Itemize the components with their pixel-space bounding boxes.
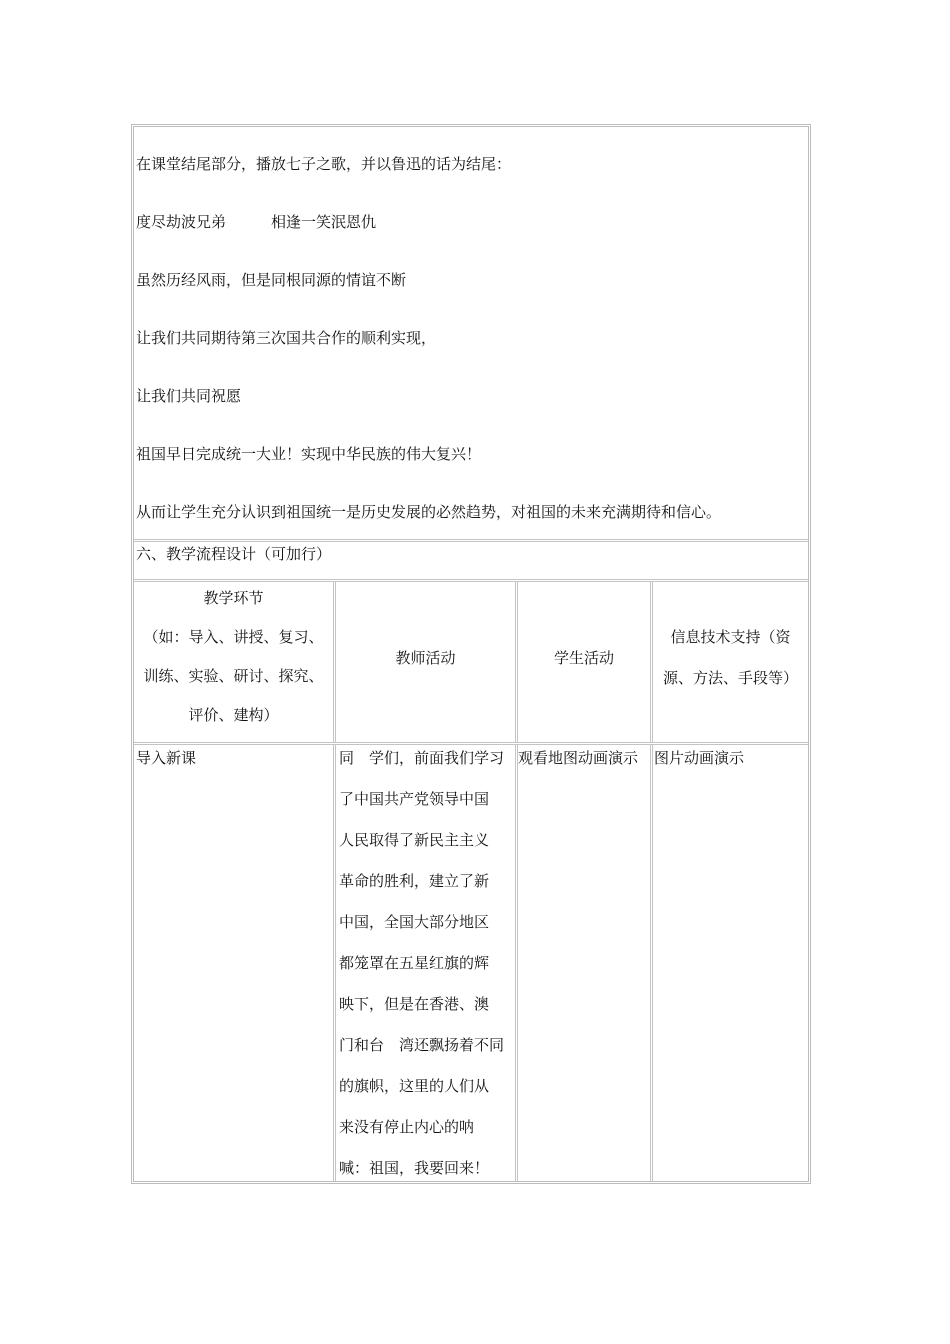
teacher-activity-line-2: 了中国共产党领导中国 bbox=[339, 790, 490, 808]
header-stage-line-3: 训练、实验、研讨、探究、 bbox=[143, 667, 324, 685]
header-it-support-line-2: 源、方法、手段等） bbox=[662, 669, 798, 687]
closing-line-6: 祖国早日完成统一大业！实现中华民族的伟大复兴！ bbox=[136, 445, 482, 463]
table-divider bbox=[134, 742, 808, 745]
teacher-activity-line-6: 都笼罩在五星红旗的辉 bbox=[339, 954, 490, 972]
row-stage: 导入新课 bbox=[136, 749, 197, 767]
header-stage-line-1: 教学环节 bbox=[203, 589, 264, 607]
header-student-activity: 学生活动 bbox=[553, 649, 614, 667]
column-divider bbox=[333, 745, 336, 1181]
teacher-activity-line-8: 门和台 湾还飘扬着不同 bbox=[339, 1036, 505, 1054]
closing-line-2: 度尽劫波兄弟 相逢一笑泯恩仇 bbox=[136, 213, 377, 231]
teacher-activity-line-1: 同 学们，前面我们学习 bbox=[339, 749, 505, 767]
teacher-activity-line-10: 来没有停止内心的呐 bbox=[339, 1118, 475, 1136]
header-stage-line-4: 评价、建构） bbox=[188, 706, 279, 724]
teacher-activity-line-5: 中国，全国大部分地区 bbox=[339, 913, 490, 931]
teacher-activity-line-7: 映下，但是在香港、澳 bbox=[339, 995, 490, 1013]
table-divider bbox=[134, 539, 808, 542]
closing-line-5: 让我们共同祝愿 bbox=[136, 387, 242, 405]
section-title: 六、教学流程设计（可加行） bbox=[136, 545, 332, 563]
closing-line-1: 在课堂结尾部分，播放七子之歌，并以鲁迅的话为结尾： bbox=[136, 155, 512, 173]
column-divider bbox=[650, 745, 653, 1181]
teacher-activity-line-9: 的旗帜，这里的人们从 bbox=[339, 1077, 490, 1095]
closing-line-7: 从而让学生充分认识到祖国统一是历史发展的必然趋势，对祖国的未来充满期待和信心。 bbox=[136, 503, 722, 521]
closing-line-3: 虽然历经风雨，但是同根同源的情谊不断 bbox=[136, 271, 407, 289]
header-teacher-activity: 教师活动 bbox=[395, 649, 456, 667]
column-divider bbox=[515, 745, 518, 1181]
teacher-activity-line-3: 人民取得了新民主主义 bbox=[339, 831, 490, 849]
header-stage-line-2: （如：导入、讲授、复习、 bbox=[143, 628, 324, 646]
closing-line-4: 让我们共同期待第三次国共合作的顺利实现， bbox=[136, 329, 437, 347]
column-divider bbox=[650, 582, 653, 742]
teacher-activity-line-11: 喊：祖国，我要回来！ bbox=[339, 1159, 490, 1177]
row-student-activity: 观看地图动画演示 bbox=[518, 749, 639, 767]
header-it-support-line-1: 信息技术支持（资 bbox=[670, 628, 791, 646]
teacher-activity-line-4: 革命的胜利，建立了新 bbox=[339, 872, 490, 890]
row-it-support: 图片动画演示 bbox=[654, 749, 745, 767]
table-divider bbox=[134, 579, 808, 582]
